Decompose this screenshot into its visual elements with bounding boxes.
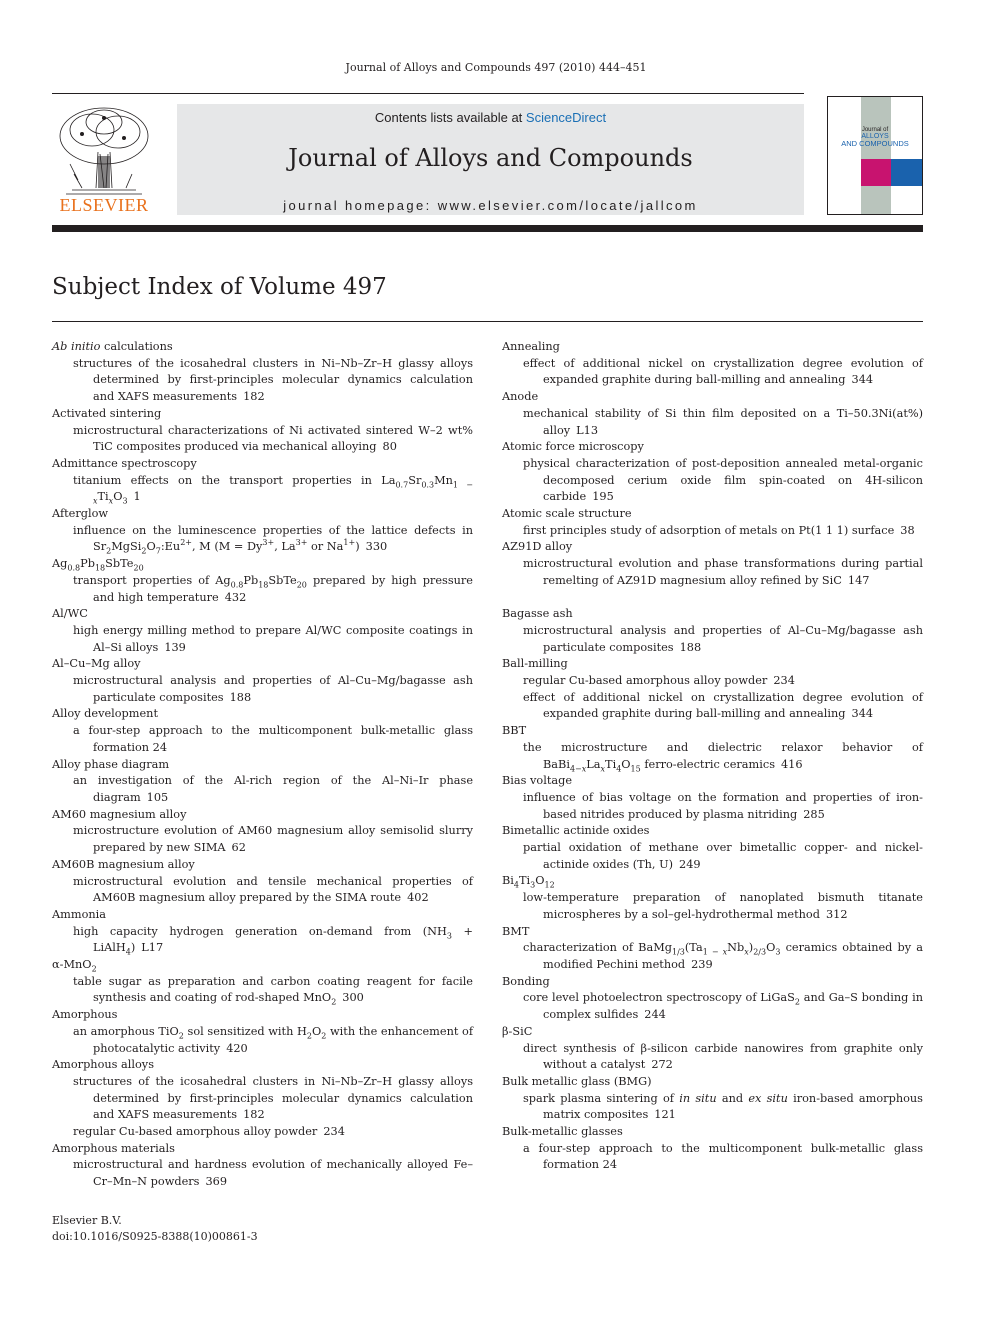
- page-number[interactable]: 139: [164, 640, 186, 654]
- index-term: $Ag_{0.8}Pb_{18}SbTe_{20}$: [52, 557, 144, 573]
- page-title: Subject Index of Volume 497: [52, 274, 387, 300]
- page-number[interactable]: 244: [644, 1008, 666, 1022]
- page-number[interactable]: 38: [900, 523, 915, 537]
- index-subentry: microstructural analysis and properties of Al–Cu–Mg/bagasse ash particulate composites 188: [523, 623, 923, 654]
- index-term: $Bi_4Ti_3O_{12}$: [502, 874, 555, 890]
- elsevier-wordmark: ELSEVIER: [59, 195, 149, 215]
- sciencedirect-link[interactable]: ScienceDirect: [525, 110, 607, 125]
- cover-title-1: Journal of: [861, 127, 889, 133]
- page-number[interactable]: 300: [342, 991, 364, 1005]
- index-term: Amorphous alloys: [52, 1058, 154, 1072]
- page-number[interactable]: 432: [224, 590, 247, 604]
- index-subentry: high capacity hydrogen generation on-demand from ($NH_3$ + LiAlH$_4$) L17: [73, 924, 473, 957]
- index-subentry: microstructural characterizations of Ni activated sintered W–2 wt% TiC composites produced via mechanical alloying 80: [73, 423, 473, 454]
- index-subentry: influence on the luminescence properties of the lattice defects in $Sr_2MgSi_2O_7:Eu^{2+}$, M ($M = Dy^{3+}$, $La^{3+}$ or $Na^{1+}$) 330: [73, 523, 473, 556]
- page-number[interactable]: 147: [847, 573, 870, 587]
- index-subentry: microstructural evolution and phase transformations during partial remelting of AZ91D magnesium alloy refined by SiC 147: [523, 557, 923, 587]
- index-subentry: the microstructure and dielectric relaxor behavior of $BaBi_{4-x}La_xTi_4O_{15}$ ferro-electric ceramics 416: [523, 740, 923, 773]
- index-subentry: regular Cu-based amorphous alloy powder 234: [523, 674, 795, 688]
- footer-doi[interactable]: doi:10.1016/S0925-8388(10)00861-3: [52, 1230, 258, 1243]
- page-number[interactable]: 182: [243, 1108, 265, 1122]
- page-number[interactable]: 121: [654, 1108, 676, 1122]
- index-subentry: mechanical stability of Si thin film deposited on a Ti–50.3Ni(at%) alloy L13: [523, 406, 923, 437]
- index-subentry: regular Cu-based amorphous alloy powder 234: [73, 1125, 345, 1139]
- page-number[interactable]: 420: [226, 1041, 248, 1055]
- index-subentry: microstructural evolution and tensile mechanical properties of AM60B magnesium alloy prepared by the SIMA route 402: [73, 874, 473, 905]
- cover-title-2: ALLOYS: [861, 133, 889, 140]
- page-number[interactable]: 249: [679, 857, 701, 871]
- page-number[interactable]: 24: [152, 740, 168, 754]
- index-subentry: characterization of $BaMg_{1/3}(Ta_{1 - x}Nb_x)_{2/3}O_3$ ceramics obtained by a modified Pechini method 239: [523, 941, 923, 971]
- contents-line: [177, 110, 804, 125]
- page-number[interactable]: 1: [133, 490, 141, 504]
- index-term: AM60 magnesium alloy: [52, 807, 187, 821]
- index-term: AZ91D alloy: [502, 540, 573, 554]
- page-number[interactable]: 80: [382, 440, 397, 454]
- index-subentry: physical characterization of post-deposition annealed metal-organic decomposed cerium oxide film spin-coated on 4H-silicon carbide 195: [523, 456, 923, 504]
- elsevier-tree-icon: [52, 104, 156, 196]
- index-subentry: low-temperature preparation of nanoplated bismuth titanate microspheres by a sol–gel-hydrothermal method 312: [523, 891, 923, 921]
- index-term: BMT: [502, 924, 530, 938]
- index-subentry: spark plasma sintering of in situ and ex situ iron-based amorphous matrix composites 121: [523, 1091, 923, 1122]
- index-subentry: microstructure evolution of AM60 magnesium alloy semisolid slurry prepared by new SIMA 62: [73, 824, 473, 855]
- index-term: Alloy phase diagram: [52, 757, 170, 771]
- cover-title-3: AND COMPOUNDS: [841, 139, 909, 148]
- index-subentry: influence of bias voltage on the formation and properties of iron-based nitrides produced by plasma nitriding 285: [523, 790, 923, 821]
- index-term: Al/WC: [52, 607, 88, 621]
- index-term: β-SiC: [502, 1024, 533, 1038]
- index-term: Alloy development: [52, 707, 159, 721]
- page-number[interactable]: 312: [825, 907, 848, 921]
- index-subentry: partial oxidation of methane over bimetallic copper- and nickel-actinide oxides (Th, U) 249: [523, 841, 923, 871]
- index-subentry: a four-step approach to the multicomponent bulk-metallic glass formation 24: [523, 1141, 923, 1172]
- index-term: Bulk-metallic glasses: [502, 1125, 623, 1139]
- index-term: Ammonia: [52, 907, 107, 921]
- index-term: Amorphous materials: [52, 1141, 175, 1155]
- index-term: Ab initio calculations: [52, 340, 173, 353]
- index-term: Al–Cu–Mg alloy: [52, 657, 141, 671]
- page-number[interactable]: 344: [851, 373, 874, 387]
- index-term: α-MnO$_2$: [52, 958, 97, 974]
- index-term: BBT: [502, 724, 527, 738]
- index-subentry: structures of the icosahedral clusters in Ni–Nb–Zr–H glassy alloys determined by first-principles molecular dynamics calculation and XAFS measurements 182: [73, 356, 473, 404]
- running-head: Journal of Alloys and Compounds 497 (2010) 444–451: [345, 61, 647, 74]
- index-subentry: microstructural and hardness evolution of mechanically alloyed Fe–Cr–Mn–N powders 369: [73, 1158, 473, 1189]
- index-subentry: titanium effects on the transport properties in $La_{0.7}Sr_{0.3}Mn_{1 - x}Ti_xO_3$ 1: [73, 473, 473, 506]
- masthead-top-rule: [52, 93, 804, 94]
- index-column-right: [502, 339, 923, 1174]
- index-subentry: transport properties of $Ag_{0.8}Pb_{18}SbTe_{20}$ prepared by high pressure and high temperature 432: [73, 573, 473, 604]
- index-term: Bimetallic actinide oxides: [502, 824, 650, 838]
- index-subentry: first principles study of adsorption of metals on Pt(1 1 1) surface 38: [523, 523, 915, 537]
- index-subentry: an amorphous TiO$_2$ sol sensitized with $H_2O_2$ with the enhancement of photocatalytic activity 420: [73, 1024, 474, 1055]
- index-subentry: a four-step approach to the multicomponent bulk-metallic glass formation 24: [73, 724, 473, 754]
- page-number[interactable]: 402: [407, 891, 429, 905]
- title-rule: [52, 321, 923, 322]
- page-number[interactable]: 416: [781, 757, 803, 771]
- index-column-left: [52, 339, 473, 1191]
- journal-cover-thumbnail[interactable]: [827, 96, 923, 215]
- index-term: Ball-milling: [502, 657, 568, 671]
- page-number[interactable]: 330: [365, 540, 388, 554]
- cover-graphic: [828, 97, 922, 214]
- page-number[interactable]: L13: [576, 423, 599, 437]
- journal-homepage-link[interactable]: journal homepage: www.elsevier.com/locate/jallcom: [283, 198, 698, 213]
- index-subentry: effect of additional nickel on crystallization degree evolution of expanded graphite during ball-milling and annealing 344: [523, 356, 923, 387]
- page-number[interactable]: 369: [205, 1175, 228, 1189]
- index-term: AM60B magnesium alloy: [52, 857, 195, 871]
- index-subentry: high energy milling method to prepare Al/WC composite coatings in Al–Si alloys 139: [73, 623, 473, 654]
- page-number[interactable]: 105: [146, 790, 169, 804]
- index-term: Atomic scale structure: [502, 507, 632, 521]
- index-subentry: microstructural analysis and properties of Al–Cu–Mg/bagasse ash particulate composites 188: [73, 674, 473, 704]
- index-subentry: effect of additional nickel on crystallization degree evolution of expanded graphite during ball-milling and annealing 344: [523, 690, 923, 721]
- page-number[interactable]: 239: [691, 958, 713, 971]
- page-number[interactable]: 195: [592, 490, 614, 504]
- index-term: Bagasse ash: [502, 607, 573, 621]
- page-number[interactable]: 272: [651, 1058, 673, 1072]
- page-number[interactable]: 62: [231, 841, 246, 855]
- index-term: Afterglow: [52, 507, 109, 521]
- page-number[interactable]: 285: [803, 807, 825, 821]
- page-footer: [52, 1213, 258, 1245]
- page-number[interactable]: L17: [141, 941, 164, 955]
- index-term: Admittance spectroscopy: [52, 456, 197, 470]
- index-term: Bonding: [502, 974, 550, 988]
- page-number[interactable]: 24: [602, 1158, 618, 1172]
- page-number[interactable]: 188: [229, 690, 252, 704]
- index-subentry: table sugar as preparation and carbon coating reagent for facile synthesis and coating of rod-shaped MnO$_2$ 300: [73, 974, 473, 1007]
- index-term: Atomic force microscopy: [502, 440, 644, 454]
- index-subentry: an investigation of the Al-rich region of the Al–Ni–Ir phase diagram 105: [73, 774, 473, 804]
- masthead-thick-rule: [52, 225, 923, 232]
- page-number[interactable]: 234: [773, 674, 795, 688]
- index-subentry: direct synthesis of β-silicon carbide nanowires from graphite only without a catalyst 272: [523, 1041, 923, 1072]
- page-number[interactable]: 344: [851, 707, 874, 721]
- journal-banner: [177, 104, 804, 215]
- index-term: Activated sintering: [52, 406, 162, 420]
- index-subentry: core level photoelectron spectroscopy of LiGaS$_2$ and Ga–S bonding in complex sulfides 244: [523, 991, 923, 1022]
- index-term: Anode: [502, 390, 539, 404]
- index-term: Bias voltage: [502, 774, 573, 788]
- footer-publisher: Elsevier B.V.: [52, 1214, 122, 1227]
- letter-gap: [502, 590, 923, 607]
- page-number[interactable]: 188: [679, 640, 702, 654]
- page-number[interactable]: 182: [243, 390, 265, 404]
- index-term: Amorphous: [52, 1008, 118, 1022]
- contents-prefix: Contents lists available at: [374, 110, 526, 125]
- index-subentry: structures of the icosahedral clusters in Ni–Nb–Zr–H glassy alloys determined by first-principles molecular dynamics calculation and XAFS measurements 182: [73, 1074, 473, 1122]
- index-term: Annealing: [502, 340, 560, 353]
- journal-title: Journal of Alloys and Compounds: [288, 144, 693, 172]
- index-term: Bulk metallic glass (BMG): [502, 1074, 652, 1088]
- elsevier-logo[interactable]: [52, 104, 156, 216]
- page-number[interactable]: 234: [323, 1125, 345, 1139]
